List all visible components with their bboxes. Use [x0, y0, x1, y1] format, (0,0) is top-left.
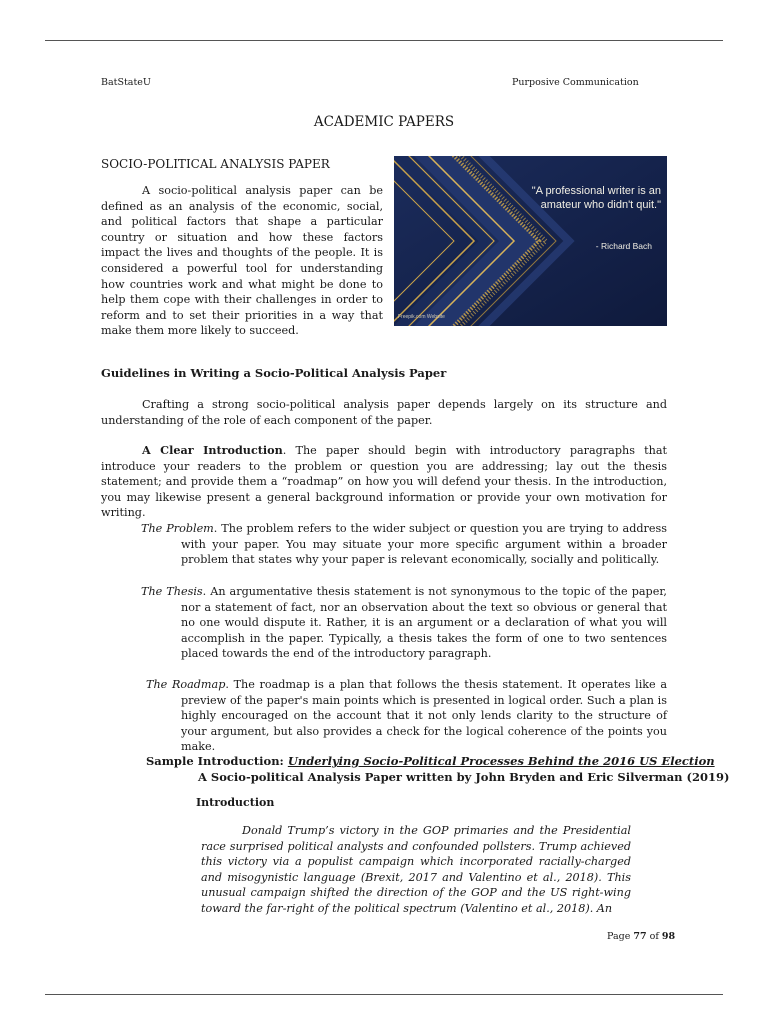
page-prefix: Page — [607, 931, 634, 942]
sample-title: Underlying Socio-Political Processes Behind the 2016 US Election — [287, 754, 715, 768]
clear-introduction-lead: A Clear Introduction — [142, 443, 283, 457]
excerpt-paragraph: Donald Trump’s victory in the GOP primaries and the Presidential race surprised political analysts and confounded pollsters. Trump achieved this victory via a populist campaign which incorporated racially-charged and misogynistic language (Brexit, 2017 and Valentino et al., 2018). This unusual campaign shifted the direction of the GOP and the US right-wing toward the far-right of the political spectrum (Valentino et al., 2018). An — [201, 824, 631, 915]
sample-byline: A Socio-political Analysis Paper written by John Bryden and Eric Silverman (2019) — [198, 770, 730, 784]
page-title: ACADEMIC PAPERS — [313, 114, 455, 130]
structure-paragraph: Crafting a strong socio-political analysis paper depends largely on its structure and understanding of the role of each component of the paper. — [101, 398, 667, 427]
quote-text: "A professional writer is an amateur who didn't quit." — [531, 185, 661, 211]
header-course: Purposive Communication — [512, 77, 639, 88]
section-title: SOCIO-POLITICAL ANALYSIS PAPER — [101, 157, 330, 171]
quote-author: - Richard Bach — [595, 241, 652, 251]
thesis-text: . An argumentative thesis statement is not synonymous to the topic of the paper, nor a statement of fact, nor an observation about the text so obvious or general that no one would dispute it. Rather, it is an argument or a declaration of what you will accomplish in the paper. Typically, a thesis takes the form of one to two sentences placed towards the end of the introductory paragraph. — [181, 585, 667, 661]
page-current: 77 — [633, 931, 647, 942]
roadmap-paragraph — [146, 677, 667, 755]
top-rule — [45, 40, 723, 41]
excerpt-heading: Introduction — [196, 796, 275, 809]
guidelines-heading: Guidelines in Writing a Socio-Political Analysis Paper — [101, 366, 447, 380]
thesis-paragraph — [141, 584, 667, 662]
intro-paragraph: A socio-political analysis paper can be defined as an analysis of the economic, social, and political factors that shape a particular country or situation and how these factors impact the lives and thoughts of the people. It is considered a powerful tool for understanding how countries work and what might be done to help them cope with their challenges in order to reform and to set their priorities in a way that make them more likely to succeed. — [101, 184, 383, 338]
clear-introduction-paragraph — [101, 443, 667, 521]
image-credit: Freepik.com Website — [398, 314, 445, 320]
problem-text: . The problem refers to the wider subject or question you are trying to address with your paper. You may situate your more specific argument within a broader problem that states why your paper is relevant economically, socially and politically. — [181, 522, 667, 567]
sample-label: Sample Introduction: — [146, 754, 288, 768]
header-institution: BatStateU — [101, 77, 151, 88]
sample-introduction-label — [146, 754, 715, 768]
page-number — [607, 931, 675, 942]
thesis-lead: The Thesis — [141, 585, 203, 598]
problem-paragraph — [141, 521, 667, 568]
clear-introduction-text: . The paper should begin with introductory paragraphs that introduce your readers to the problem or question you are addressing; lay out the thesis statement; and provide them a “roadmap” on how you will defend your thesis. In the introduction, you may likewise present a general background information or provide your own motivation for writing. — [101, 444, 667, 520]
problem-lead: The Problem — [141, 522, 214, 535]
bottom-rule — [45, 994, 723, 995]
roadmap-text: . The roadmap is a plan that follows the thesis statement. It operates like a preview of the paper's main points which is presented in logical order. Such a plan is highly encouraged on the account that it not only lends clarity to the structure of your argument, but also provides a check for the logical coherence of the points you make. — [181, 678, 667, 754]
quote-image — [394, 156, 667, 326]
page-separator: of — [646, 931, 662, 942]
page-total: 98 — [661, 931, 676, 942]
roadmap-lead: The Roadmap — [146, 678, 226, 691]
